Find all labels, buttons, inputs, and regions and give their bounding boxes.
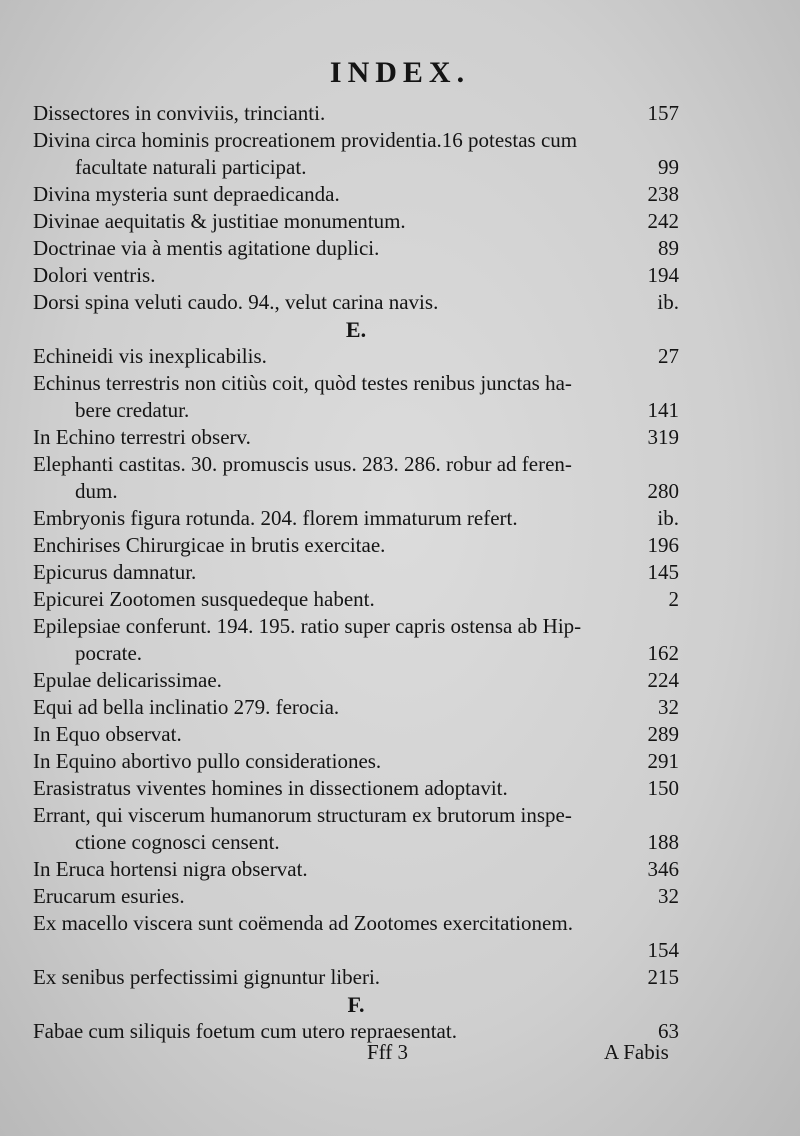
index-entries [33, 100, 679, 1045]
index-entry [33, 262, 679, 289]
index-entry [33, 100, 679, 127]
entry-text: Ex macello viscera sunt coëmenda ad Zootomes exercitationem. [33, 911, 573, 935]
page-reference: 238 [647, 182, 679, 206]
entry-text: Errant, qui viscerum humanorum structuram ex brutorum inspe- [33, 803, 572, 827]
page-reference: 141 [647, 398, 679, 422]
entry-text: bere credatur. [75, 398, 190, 422]
entry-text: Divina circa hominis procreationem providentia.16 potestas cum [33, 128, 578, 152]
entry-text: In Equo observat. [33, 722, 182, 746]
index-entry [33, 343, 679, 370]
index-entry-continuation [33, 640, 679, 667]
entry-text: Ex senibus perfectissimi gignuntur liberi. [33, 965, 381, 989]
page-reference: 194 [647, 263, 679, 287]
entry-text: Divina mysteria sunt depraedicanda. [33, 182, 340, 206]
index-entry [33, 883, 679, 910]
signature-mark: Fff 3 [367, 1040, 409, 1064]
index-entry [33, 289, 679, 316]
index-entry [33, 802, 679, 829]
entry-text: Divinae aequitatis & justitiae monumentum. [33, 209, 406, 233]
entry-text: Erucarum esuries. [33, 884, 185, 908]
page-reference: 196 [647, 533, 679, 557]
index-entry [33, 586, 679, 613]
entry-text: dum. [75, 479, 118, 503]
index-entry [33, 127, 679, 154]
entry-text: ctione cognosci censent. [75, 830, 280, 854]
index-entry [33, 856, 679, 883]
index-entry [33, 721, 679, 748]
page-reference: 291 [647, 749, 679, 773]
entry-text: Echineidi vis inexplicabilis. [33, 344, 267, 368]
index-entry [33, 181, 679, 208]
entry-text: In Equino abortivo pullo considerationes. [33, 749, 382, 773]
index-entry [33, 910, 679, 937]
page-reference: 63 [658, 1019, 679, 1043]
page-reference: 154 [647, 938, 679, 962]
index-entry-continuation [33, 478, 679, 505]
page-reference: 32 [658, 884, 679, 908]
entry-text: Dorsi spina veluti caudo. 94., velut carina navis. [33, 290, 439, 314]
entry-text: Epicurei Zootomen susquedeque habent. [33, 587, 375, 611]
entry-text: In Echino terrestri observ. [33, 425, 251, 449]
page-reference: 2 [668, 587, 679, 611]
index-entry [33, 775, 679, 802]
page-reference: 162 [647, 641, 679, 665]
entry-text: Enchirises Chirurgicae in brutis exercitae. [33, 533, 386, 557]
page-reference: 27 [658, 344, 679, 368]
index-entry [33, 748, 679, 775]
entry-text: Fabae cum siliquis foetum cum utero repraesentat. [33, 1019, 457, 1043]
page-reference: 242 [647, 209, 679, 233]
page-reference: ib. [657, 506, 679, 530]
page-reference: 157 [647, 101, 679, 125]
page-reference: 32 [658, 695, 679, 719]
page-reference: 289 [647, 722, 679, 746]
page-reference: ib. [657, 290, 679, 314]
entry-text: Dissectores in conviviis, trincianti. [33, 101, 326, 125]
entry-text: Embryonis figura rotunda. 204. florem immaturum refert. [33, 506, 518, 530]
entry-text: Elephanti castitas. 30. promuscis usus. 283. 286. robur ad feren- [33, 452, 572, 476]
page-reference: 188 [647, 830, 679, 854]
entry-text: Epicurus damnatur. [33, 560, 197, 584]
page-reference: 224 [647, 668, 679, 692]
index-entry [33, 694, 679, 721]
page-reference: 280 [647, 479, 679, 503]
page-footer [0, 1040, 800, 1070]
page-reference: 150 [647, 776, 679, 800]
page-heading: INDEX. [329, 56, 471, 89]
page-reference: 319 [647, 425, 679, 449]
page-reference: 89 [658, 236, 679, 260]
entry-text: Doctrinae via à mentis agitatione duplici. [33, 236, 380, 260]
entry-text: Equi ad bella inclinatio 279. ferocia. [33, 695, 340, 719]
index-entry [33, 370, 679, 397]
index-entry [33, 559, 679, 586]
section-letter: F. [347, 992, 365, 1017]
index-entry-continuation [33, 937, 679, 964]
catchword: A Fabis [604, 1040, 669, 1064]
entry-text: pocrate. [75, 641, 143, 665]
page-reference: 99 [658, 155, 679, 179]
index-entry-continuation [33, 829, 679, 856]
index-entry-continuation [33, 154, 679, 181]
index-entry [33, 505, 679, 532]
entry-text: Erasistratus viventes homines in dissectionem adoptavit. [33, 776, 508, 800]
section-letter: E. [345, 317, 367, 342]
page-reference: 215 [647, 965, 679, 989]
index-entry [33, 451, 679, 478]
page-reference: 145 [647, 560, 679, 584]
index-entry [33, 208, 679, 235]
index-entry [33, 667, 679, 694]
index-entry-continuation [33, 397, 679, 424]
entry-text: Dolori ventris. [33, 263, 156, 287]
page-reference: 346 [647, 857, 679, 881]
entry-text: Epulae delicarissimae. [33, 668, 222, 692]
index-entry [33, 424, 679, 451]
index-entry [33, 235, 679, 262]
index-entry [33, 964, 679, 991]
index-entry [33, 613, 679, 640]
entry-text: Echinus terrestris non citiùs coit, quòd testes renibus junctas ha- [33, 371, 572, 395]
index-entry [33, 532, 679, 559]
entry-text: In Eruca hortensi nigra observat. [33, 857, 308, 881]
entry-text: Epilepsiae conferunt. 194. 195. ratio super capris ostensa ab Hip- [33, 614, 582, 638]
entry-text: facultate naturali participat. [75, 155, 307, 179]
